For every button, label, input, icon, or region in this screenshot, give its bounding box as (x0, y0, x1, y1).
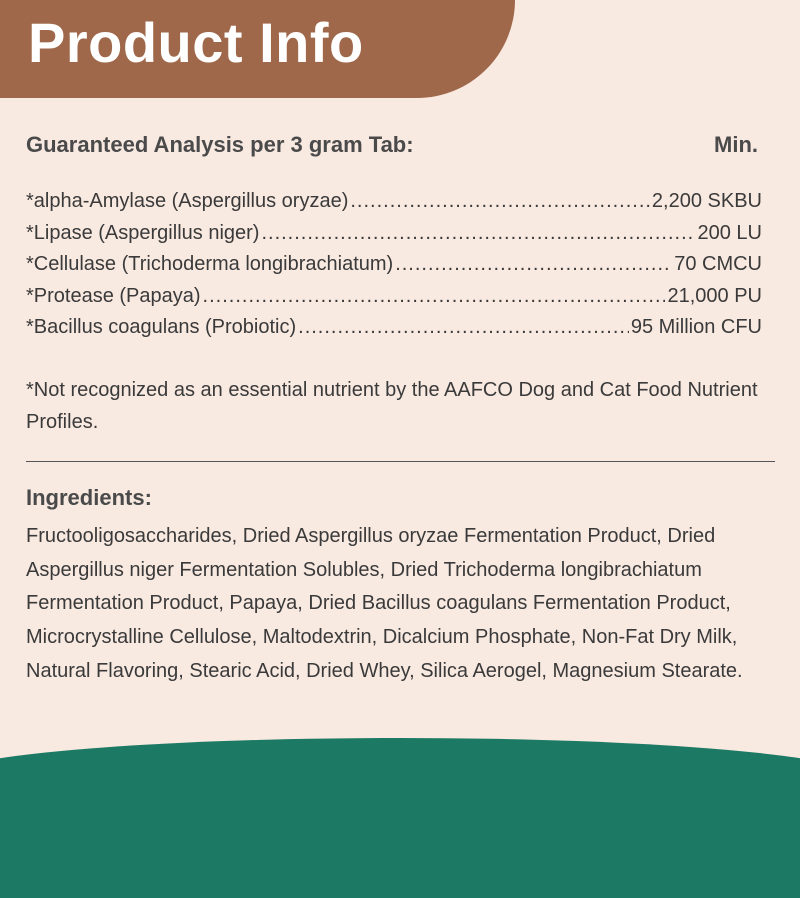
analysis-item-value: 21,000 PU (667, 284, 762, 307)
ingredients-heading: Ingredients: (26, 485, 152, 510)
analysis-row-protease (26, 281, 762, 313)
analysis-row-lipase (26, 218, 762, 250)
leader-dots (261, 218, 695, 250)
min-label: Min. (714, 132, 758, 157)
analysis-item-name: *Lipase (Aspergillus niger) (26, 221, 260, 244)
analysis-list (26, 186, 762, 344)
analysis-row-bacillus (26, 312, 762, 344)
ingredients-text: Fructooligosaccharides, Dried Aspergillus oryzae Fermentation Product, Dried Aspergillus niger Fermentation Solubles, Dried Trichoderma longibrachiatum Fermentation Product, Papaya, Dried Bacillus coagulans Fermentation Product, Microcrystalline Cellulose, Maltodextrin, Dicalcium Phosphate, Non-Fat Dry Milk, Natural Flavoring, Stearic Acid, Dried Whey, Silica Aerogel, Magnesium Stearate. (26, 525, 743, 682)
analysis-item-name: *Bacillus coagulans (Probiotic) (26, 316, 297, 338)
analysis-heading: Guaranteed Analysis per 3 gram Tab: (26, 132, 414, 157)
analysis-item-name: *Cellulase (Trichoderma longibrachiatum) (26, 253, 394, 275)
analysis-item-name: *alpha-Amylase (Aspergillus oryzae) (26, 190, 349, 212)
page-title: Product Info (28, 11, 364, 74)
leader-dots (298, 312, 629, 344)
footer-band (0, 738, 800, 898)
leader-dots (203, 281, 666, 313)
analysis-row-amylase (26, 186, 762, 218)
analysis-item-value: 70 CMCU (674, 253, 762, 275)
analysis-heading-row (26, 132, 758, 158)
leader-dots (350, 186, 650, 218)
leader-dots (395, 249, 672, 281)
analysis-item-value: 200 LU (697, 221, 762, 244)
section-divider (26, 461, 775, 462)
aafco-footnote: *Not recognized as an essential nutrient by the AAFCO Dog and Cat Food Nutrient Profiles. (26, 379, 758, 433)
analysis-item-value: 95 Million CFU (630, 316, 762, 338)
analysis-item-name: *Protease (Papaya) (26, 284, 201, 307)
analysis-item-value: 2,200 SKBU (651, 190, 762, 212)
analysis-row-cellulase (26, 249, 762, 281)
header-banner (0, 0, 515, 98)
